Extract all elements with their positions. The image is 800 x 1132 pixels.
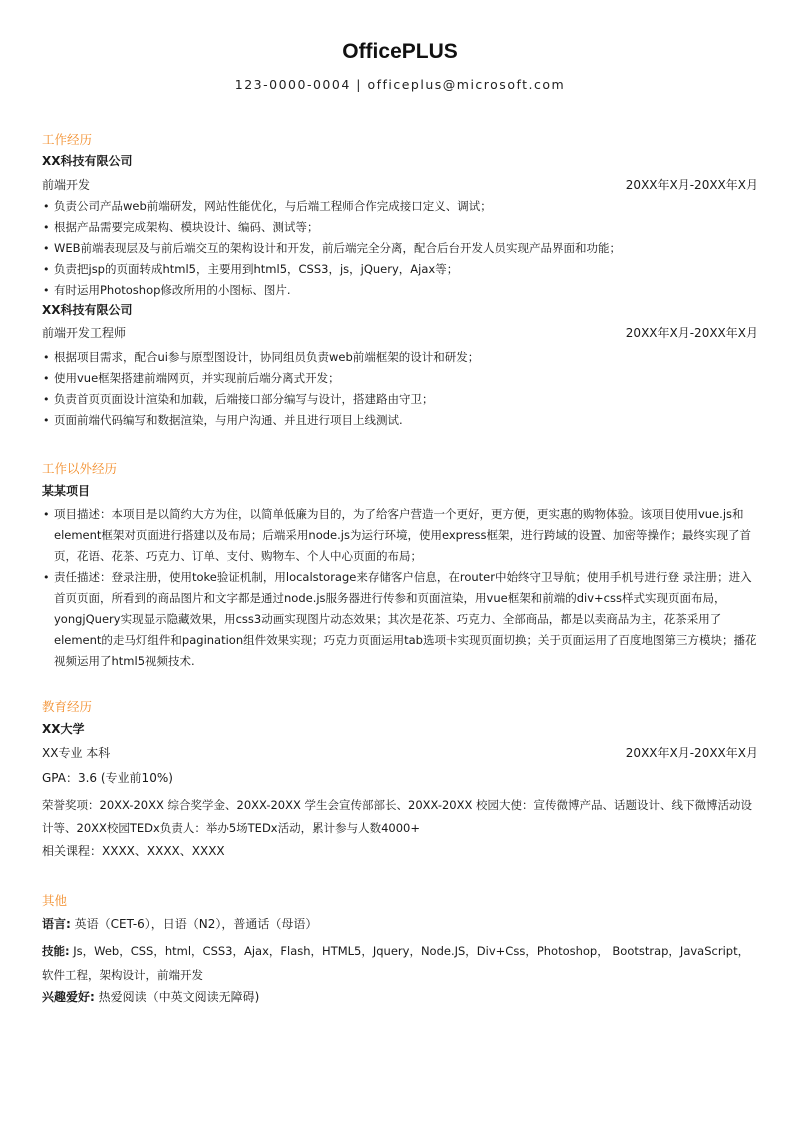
school-name: XX大学	[42, 722, 85, 736]
project-description: • 项目描述：本项目是以简约大方为住，以简单低廉为目的，为了给客户营造一个更好，更方便，更实惠的购物体验。该项目使用vue.js和element框架对页面进行搭建以及布局；后端采用node.js为运行环境，使用express框架，进行跨域的设置、加密等操作；最终实现了首页，花语、花茶、巧克力、订单、支付、购物车、个人中心页面的布局；	[42, 504, 758, 567]
section-title-work: 工作经历	[42, 132, 93, 147]
education-period: 20XX年X月-20XX年X月	[625, 746, 758, 760]
section-title-other: 其他	[42, 893, 68, 908]
language-row	[42, 916, 758, 932]
job-bullet: • 负责首页页面设计渲染和加载，后端接口部分编写与设计，搭建路由守卫；	[42, 389, 758, 410]
job-bullet: • 负责把jsp的页面转成html5，主要用到html5，CSS3，js，jQuery，Ajax等；	[42, 259, 758, 280]
honors: 荣誉奖项：20XX-20XX 综合奖学金、20XX-20XX 学生会宣传部部长、20XX-20XX 校园大使：宣传微博产品、话题设计、线下微博活动设计等、20XX校园TEDx负责人：举办5场TEDx活动，累计参与人数4000+	[42, 798, 753, 835]
job-role: 前端开发工程师	[42, 326, 127, 340]
skills-label: 技能:	[42, 944, 70, 958]
project-name: 某某项目	[42, 484, 91, 498]
job-bullet: • 根据项目需求，配合ui参与原型图设计，协同组员负责web前端框架的设计和研发；	[42, 347, 758, 368]
education-row	[42, 745, 758, 761]
job-period: 20XX年X月-20XX年X月	[625, 178, 758, 192]
major: XX专业 本科	[42, 746, 111, 760]
hobby-row	[42, 989, 758, 1005]
courses: 相关课程：XXXX、XXXX、XXXX	[42, 844, 225, 858]
job-bullet: • 有时运用Photoshop修改所用的小图标、图片.	[42, 280, 758, 301]
job-period: 20XX年X月-20XX年X月	[625, 326, 758, 340]
job-bullet: • 使用vue框架搭建前端网页，并实现前后端分离式开发；	[42, 368, 758, 389]
job-bullet: • 负责公司产品web前端研发，网站性能优化，与后端工程师合作完成接口定义、调试；	[42, 196, 758, 217]
company-name: XX科技有限公司	[42, 154, 133, 168]
gpa: GPA：3.6 (专业前10%)	[42, 771, 173, 785]
job-row	[42, 177, 758, 193]
project-responsibility: • 责任描述：登录注册，使用toke验证机制，用localstorage来存储客户信息，在router中始终守卫导航；使用手机号进行登 录注册；进入首页页面，所看到的商品图片和文字都是通过node.js服务器进行传参和页面渲染，用vue框架和前端的div+css样式实现页面布局，yongjQuery实现显示隐藏效果，用css3动画实现图片动态效果；其次是花茶、巧克力、全部商品，都是以卖商品为主，花茶采用了element的走马灯组件和pagination组件效果实现；巧克力页面运用tab选项卡实现页面切换；关于页面运用了百度地图第三方模块；播花视频运用了html5视频技术.	[42, 567, 758, 672]
job-role: 前端开发	[42, 178, 91, 192]
hobby-label: 兴趣爱好:	[42, 990, 95, 1004]
language-value: 英语（CET-6），日语（N2），普通话（母语）	[74, 917, 318, 931]
section-title-education: 教育经历	[42, 699, 93, 714]
candidate-name: OfficePLUS	[342, 40, 458, 63]
job-bullet: • 页面前端代码编写和数据渲染，与用户沟通、并且进行项目上线测试.	[42, 410, 758, 431]
skills-row	[42, 939, 758, 987]
job-row	[42, 325, 758, 341]
language-label: 语言:	[42, 917, 71, 931]
company-name: XX科技有限公司	[42, 303, 133, 317]
contact-info: 123-0000-0004 | officeplus@microsoft.com	[234, 77, 566, 92]
section-title-extra: 工作以外经历	[42, 461, 118, 476]
hobby-value: 热爱阅读（中英文阅读无障碍)	[98, 990, 260, 1004]
skills-value: Js，Web，CSS，html，CSS3，Ajax，Flash，HTML5，Jquery，Node.JS，Div+Css，Photoshop， Bootstrap，JavaScript，软件工程，架构设计，前端开发	[42, 944, 750, 982]
job-bullet: • WEB前端表现层及与前后端交互的架构设计和开发，前后端完全分离，配合后台开发人员实现产品界面和功能；	[42, 238, 758, 259]
job-bullet: • 根据产品需要完成架构、模块设计、编码、测试等；	[42, 217, 758, 238]
